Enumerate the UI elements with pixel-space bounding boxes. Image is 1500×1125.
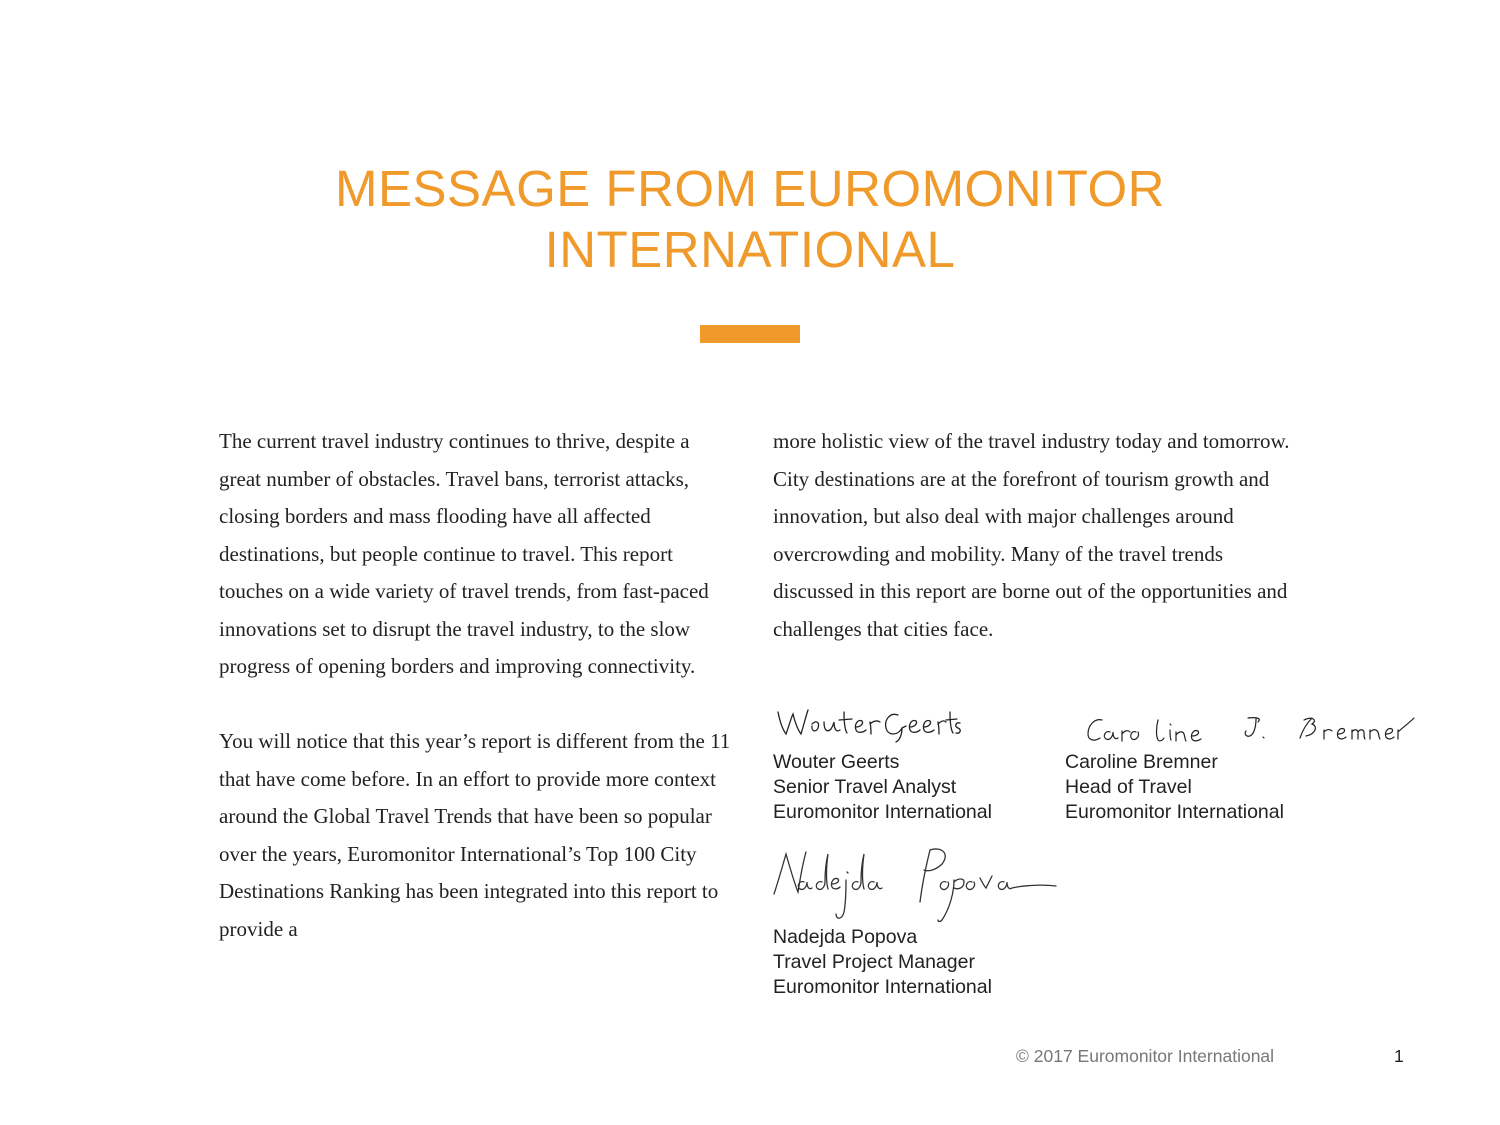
page-title <box>0 158 1500 280</box>
page-title-line-2: INTERNATIONAL <box>544 221 956 278</box>
body-column-right <box>773 423 1293 648</box>
signature-caroline-bremner <box>1080 712 1420 748</box>
signatory-role: Senior Travel Analyst <box>773 776 957 798</box>
body-paragraph-2: You will notice that this year’s report is different from the 11 that have come before. In an effort to provide more context around the Global Travel Trends that have been so popular over the years, Euromonitor International’s Top 100 City Destinations Ranking has been integrated into this report to provide a <box>219 729 731 941</box>
page-number: 1 <box>1394 1046 1404 1066</box>
body-paragraph-3: more holistic view of the travel industry today and tomorrow. City destinations are at the forefront of tourism growth and innovation, but also deal with major challenges around overcrowding and mobility. Many of the travel trends discussed in this report are borne out of the opportunities and challenges that cities face. <box>773 429 1290 641</box>
signatory-caroline-bremner <box>1065 750 1284 825</box>
signature-wouter-geerts <box>774 700 964 748</box>
body-paragraph-1: The current travel industry continues to thrive, despite a great number of obstacles. Travel bans, terrorist attacks, closing borders and mass flooding have all affected destinations, but people continue to travel. This report touches on a wide variety of travel trends, from fast-paced innovations set to disrupt the travel industry, to the slow progress of opening borders and improving connectivity. <box>219 429 709 678</box>
signature-nadejda-popova <box>770 842 1060 924</box>
signatory-name: Wouter Geerts <box>773 751 900 773</box>
signatory-org: Euromonitor International <box>773 801 992 823</box>
signatory-role: Travel Project Manager <box>773 951 975 973</box>
footer-copyright: © 2017 Euromonitor International <box>1016 1046 1275 1066</box>
signatory-org: Euromonitor International <box>773 976 992 998</box>
title-accent-bar <box>700 325 800 343</box>
signatory-name: Nadejda Popova <box>773 926 918 948</box>
signatory-role: Head of Travel <box>1065 776 1192 798</box>
body-column-left <box>219 423 734 948</box>
signatory-org: Euromonitor International <box>1065 801 1284 823</box>
page-title-line-1: MESSAGE FROM EUROMONITOR <box>335 160 1165 217</box>
signatory-wouter-geerts <box>773 750 992 825</box>
signatory-nadejda-popova <box>773 925 992 1000</box>
signatory-name: Caroline Bremner <box>1065 751 1218 773</box>
